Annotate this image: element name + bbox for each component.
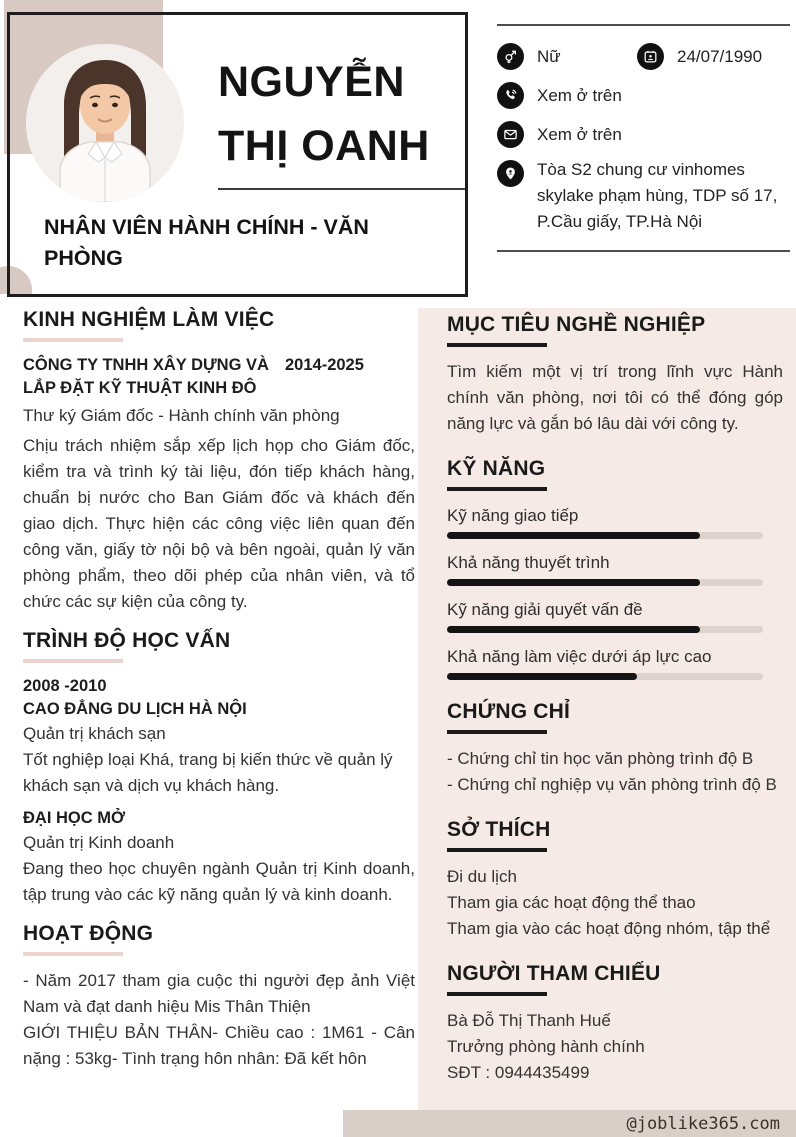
watermark-text: @joblike365.com bbox=[626, 1113, 780, 1134]
skill-bar-track bbox=[447, 626, 763, 633]
education-major: Quản trị Kinh doanh bbox=[23, 833, 175, 852]
skill-item bbox=[447, 550, 783, 586]
objective-text: Tìm kiếm một vị trí trong lĩnh vực Hành chính văn phòng, nơi tôi có thể đóng góp năng lực và gắn bó lâu dài với công ty. bbox=[447, 362, 783, 433]
certificates-heading-rule bbox=[447, 730, 547, 734]
calendar-icon bbox=[637, 43, 664, 70]
certificates-heading: CHỨNG CHỈ bbox=[447, 700, 571, 723]
activities-heading: HOẠT ĐỘNG bbox=[23, 922, 154, 945]
skill-bar-fill bbox=[447, 626, 700, 633]
education-description: Đang theo học chuyên ngành Quản trị Kinh doanh, tập trung vào các kỹ năng quản lý và kinh doanh. bbox=[23, 859, 415, 904]
hobby-item: Tham gia vào các hoạt động nhóm, tập thể bbox=[447, 919, 771, 938]
certificate-item: - Chứng chỉ nghiệp vụ văn phòng trình độ B bbox=[447, 775, 777, 794]
gender-value: Nữ bbox=[537, 46, 561, 66]
contact-row-phone bbox=[497, 82, 790, 109]
experience-heading-rule bbox=[23, 338, 123, 342]
experience-role: Thư ký Giám đốc - Hành chính văn phòng bbox=[23, 406, 340, 425]
right-column bbox=[447, 313, 783, 1086]
company-name: CÔNG TY TNHH XÂY DỰNG VÀ LẮP ĐẶT KỸ THUẬT KINH ĐÔ bbox=[23, 356, 269, 397]
education-period: 2008 -2010 bbox=[23, 677, 107, 695]
contact-phone bbox=[497, 82, 622, 109]
activity-line: GIỚI THIỆU BẢN THÂN- Chiều cao : 1M61 - Cân nặng : 53kg- Tình trạng hôn nhân: Đã kết hôn bbox=[23, 1023, 415, 1068]
address-value: Tòa S2 chung cư vinhomes skylake phạm hùng, TDP số 17, P.Cầu giấy, TP.Hà Nội bbox=[537, 160, 778, 231]
location-icon bbox=[497, 160, 524, 187]
skill-item bbox=[447, 597, 783, 633]
dob-value: 24/07/1990 bbox=[677, 46, 763, 66]
skill-item bbox=[447, 644, 783, 680]
portrait-illustration bbox=[26, 44, 184, 202]
activity-line: - Năm 2017 tham gia cuộc thi người đẹp ảnh Việt Nam và đạt danh hiệu Mis Thân Thiện bbox=[23, 971, 415, 1016]
contact-address bbox=[497, 160, 790, 235]
education-description: Tốt nghiệp loại Khá, trang bị kiến thức về quản lý khách sạn và dịch vụ khách hàng. bbox=[23, 750, 393, 795]
contact-panel bbox=[497, 24, 790, 252]
objective-heading: MỤC TIÊU NGHỀ NGHIỆP bbox=[447, 313, 706, 336]
candidate-name-line1: NGUYỄN bbox=[218, 58, 405, 106]
reference-title: Trưởng phòng hành chính bbox=[447, 1037, 645, 1056]
contact-email bbox=[497, 121, 622, 148]
experience-heading: KINH NGHIỆM LÀM VIỆC bbox=[23, 308, 275, 331]
hobbies-heading: SỞ THÍCH bbox=[447, 818, 551, 841]
skill-label: Khả năng thuyết trình bbox=[447, 553, 610, 572]
contact-row-address bbox=[497, 160, 790, 235]
hobby-item: Đi du lịch bbox=[447, 867, 517, 886]
skills-heading-rule bbox=[447, 487, 547, 491]
objective-heading-rule bbox=[447, 343, 547, 347]
skill-item bbox=[447, 503, 783, 539]
skill-bar-track bbox=[447, 532, 763, 539]
education-heading-rule bbox=[23, 659, 123, 663]
skill-bar-track bbox=[447, 673, 763, 680]
activities-heading-rule bbox=[23, 952, 123, 956]
hobbies-heading-rule bbox=[447, 848, 547, 852]
skill-bar-fill bbox=[447, 579, 700, 586]
contact-row-gender-dob bbox=[497, 43, 790, 70]
hobby-item: Tham gia các hoạt động thể thao bbox=[447, 893, 696, 912]
education-school: CAO ĐẲNG DU LỊCH HÀ NỘI bbox=[23, 700, 247, 718]
reference-heading: NGƯỜI THAM CHIẾU bbox=[447, 962, 661, 985]
experience-description: Chịu trách nhiệm sắp xếp lịch họp cho Giám đốc, kiểm tra và trình ký tài liệu, đón tiếp khách hàng, chuẩn bị nước cho Ban Giám đốc và khách đến giao dịch. Thực hiện các công việc liên quan đến công văn, giấy tờ nội bộ và bên ngoài, quản lý văn phòng phẩm, theo dõi phép của nhân viên, và tổ chức các sự kiện của công ty. bbox=[23, 436, 415, 611]
skills-heading: KỸ NĂNG bbox=[447, 457, 546, 480]
email-value: Xem ở trên bbox=[537, 124, 622, 144]
skill-bar-fill bbox=[447, 532, 700, 539]
reference-heading-rule bbox=[447, 992, 547, 996]
reference-name: Bà Đỗ Thị Thanh Huế bbox=[447, 1011, 611, 1030]
phone-value: Xem ở trên bbox=[537, 85, 622, 105]
footer-bar bbox=[343, 1110, 796, 1137]
education-school: ĐẠI HỌC MỞ bbox=[23, 809, 126, 827]
education-major: Quản trị khách sạn bbox=[23, 724, 166, 743]
reference-phone: SĐT : 0944435499 bbox=[447, 1063, 590, 1082]
candidate-name-line2: THỊ OANH bbox=[218, 122, 430, 170]
contact-row-email bbox=[497, 121, 790, 148]
email-icon bbox=[497, 121, 524, 148]
profile-photo bbox=[26, 44, 184, 202]
candidate-name bbox=[218, 50, 464, 178]
left-column bbox=[23, 308, 415, 1072]
name-underline bbox=[218, 188, 465, 190]
certificate-item: - Chứng chỉ tin học văn phòng trình độ B bbox=[447, 749, 754, 768]
experience-entry-header bbox=[23, 354, 415, 400]
skill-label: Khả năng làm việc dưới áp lực cao bbox=[447, 647, 712, 666]
skill-label: Kỹ năng giải quyết vấn đề bbox=[447, 600, 643, 619]
skill-label: Kỹ năng giao tiếp bbox=[447, 506, 579, 525]
gender-icon bbox=[497, 43, 524, 70]
skill-bar-track bbox=[447, 579, 763, 586]
skill-bar-fill bbox=[447, 673, 637, 680]
contact-gender bbox=[497, 43, 637, 70]
job-title: NHÂN VIÊN HÀNH CHÍNH - VĂN PHÒNG bbox=[44, 215, 369, 270]
contact-dob bbox=[637, 43, 762, 70]
experience-period: 2014-2025 bbox=[285, 356, 364, 374]
phone-icon bbox=[497, 82, 524, 109]
education-heading: TRÌNH ĐỘ HỌC VẤN bbox=[23, 629, 231, 652]
